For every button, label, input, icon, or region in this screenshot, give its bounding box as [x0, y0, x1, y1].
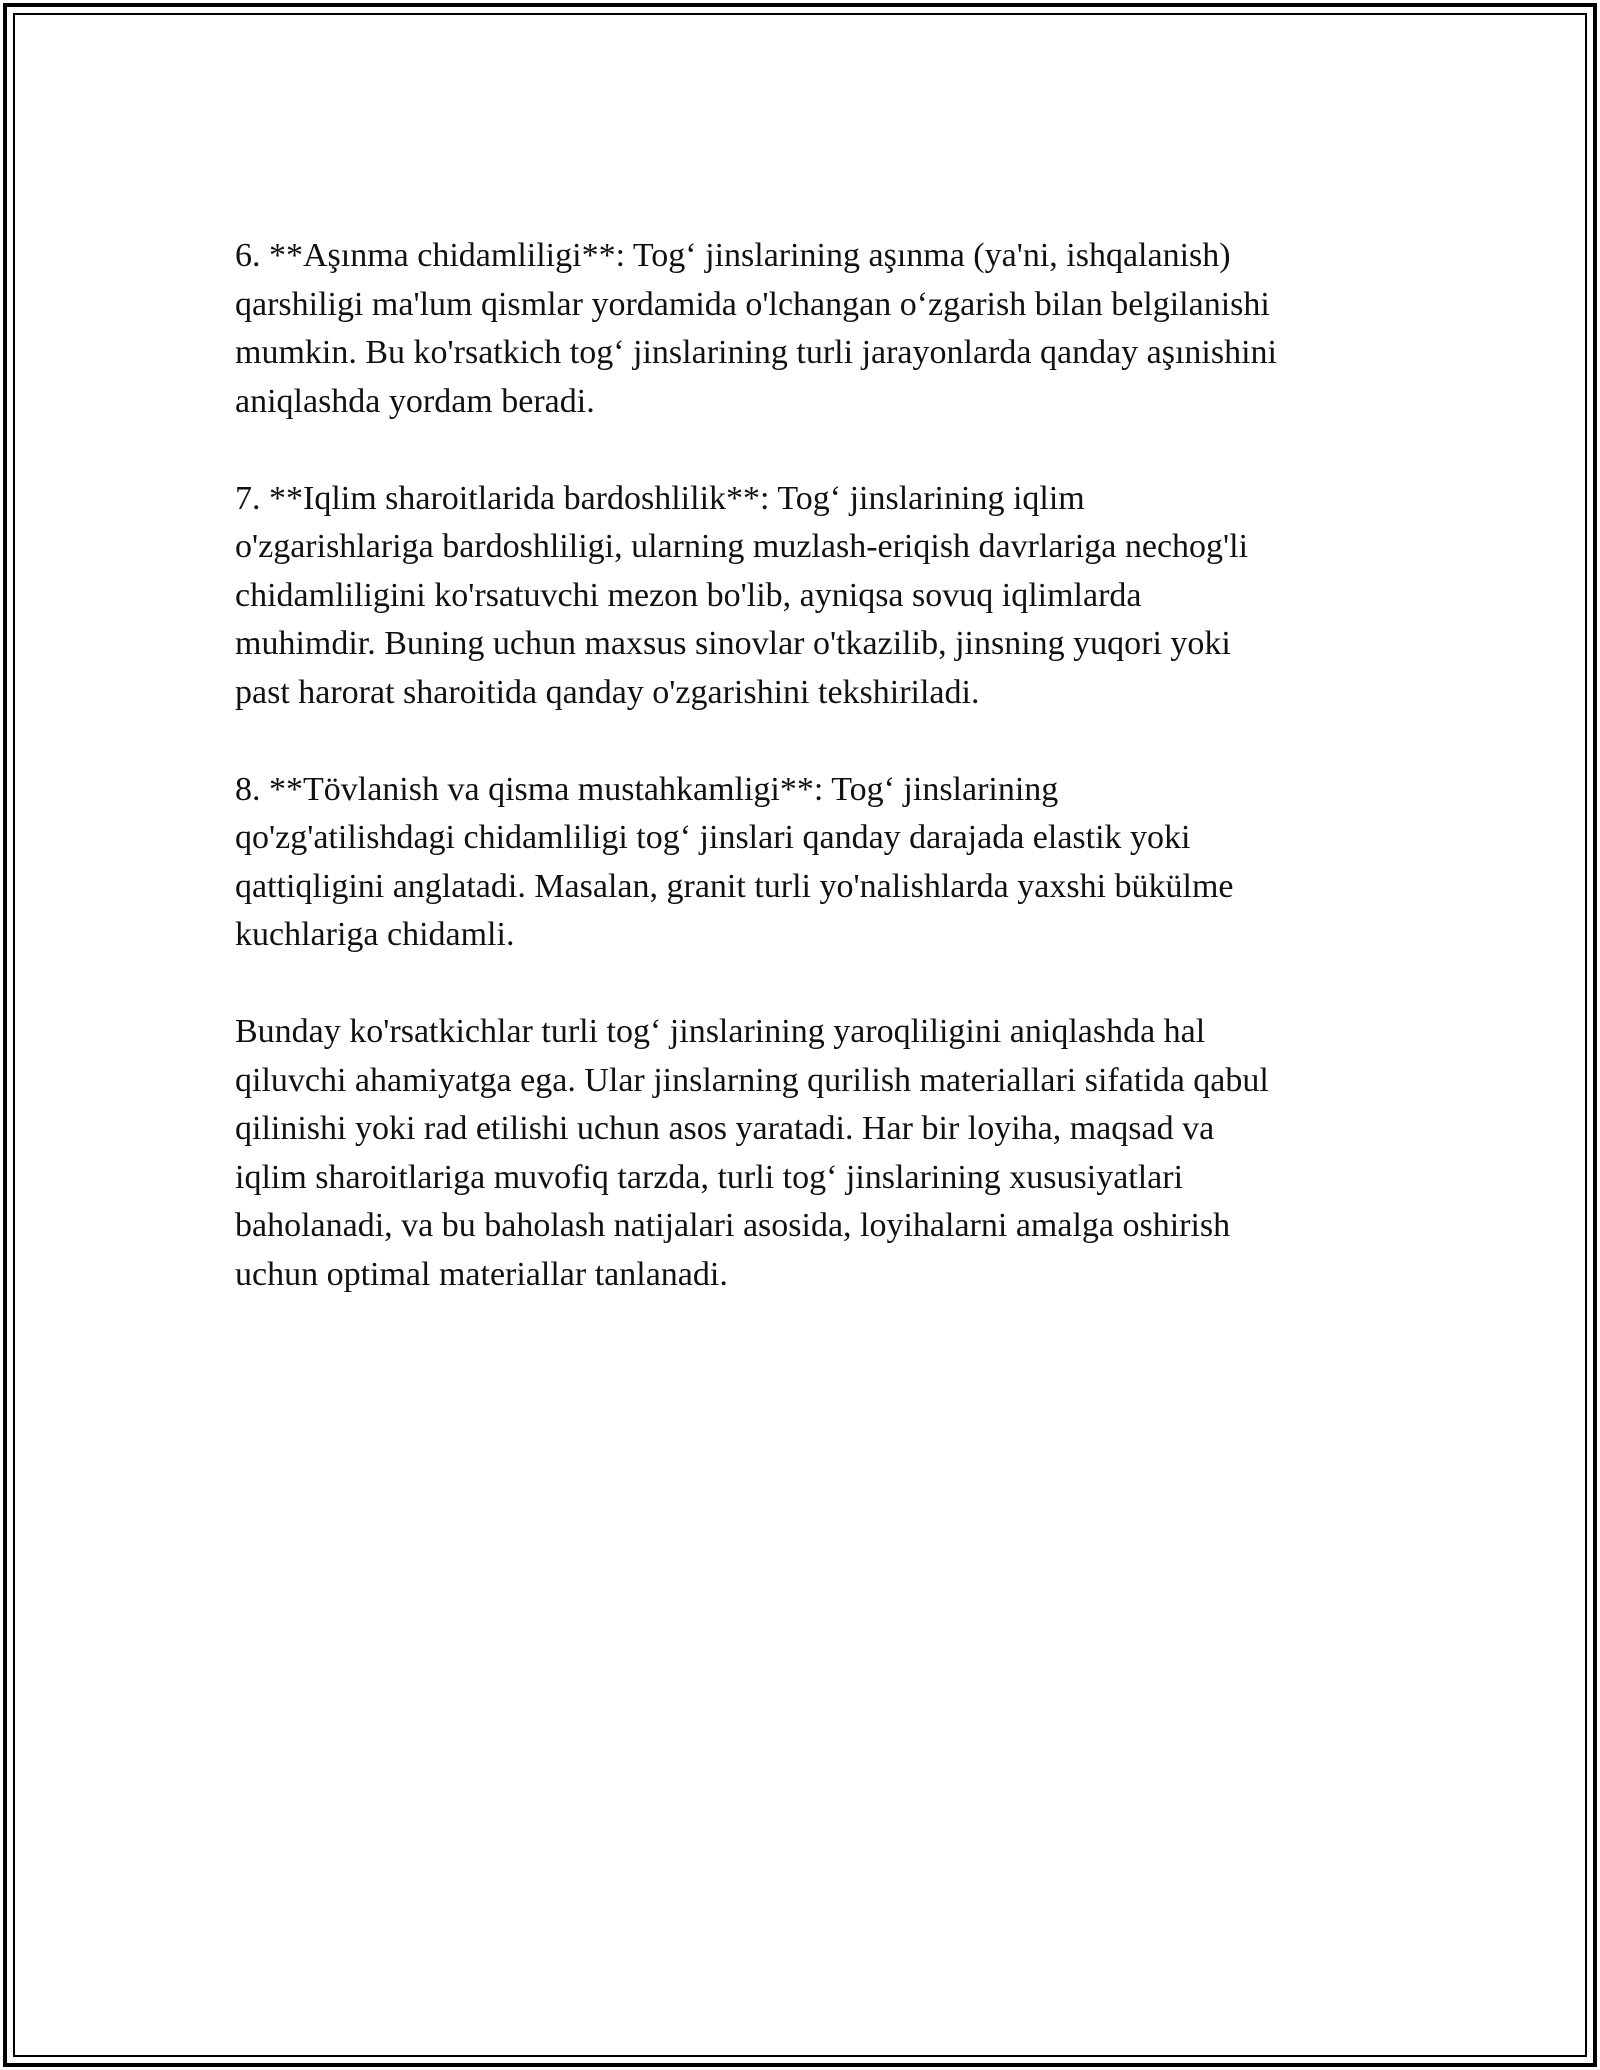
paragraph-conclusion — [235, 1008, 1375, 1299]
text-line: muhimdir. Buning uchun maxsus sinovlar o'tkazilib, jinsning yuqori yoki — [235, 625, 1231, 662]
text-line: iqlim sharoitlariga muvofiq tarzda, turli tog‘ jinslarining xususiyatlari — [235, 1158, 1184, 1196]
text-line: qo'zg'atilishdagi chidamliligi tog‘ jinslari qanday darajada elastik yoki — [235, 819, 1191, 856]
text-line: Bunday ko'rsatkichlar turli tog‘ jinslarining yaroqliligini aniqlashda hal — [235, 1013, 1206, 1050]
paragraph-climate-durability — [235, 475, 1375, 718]
text-line: uchun optimal materiallar tanlanadi. — [235, 1255, 728, 1293]
text-line: aniqlashda yordam beradi. — [235, 382, 595, 420]
paragraph-elasticity-strength — [235, 766, 1375, 960]
text-line: o'zgarishlariga bardoshliligi, ularning muzlash-eriqish davrlariga nechog'li — [235, 528, 1249, 565]
text-line: baholanadi, va bu baholash natijalari asosida, loyihalarni amalga oshirish — [235, 1207, 1231, 1244]
text-line: 7. **Iqlim sharoitlarida bardoshlilik**: Tog‘ jinslarining iqlim — [235, 479, 1085, 517]
text-line: qarshiligi ma'lum qismlar yordamida o'lchangan o‘zgarish bilan belgilanishi — [235, 285, 1270, 323]
text-line: qiluvchi ahamiyatga ega. Ular jinslarning qurilish materiallari sifatida qabul — [235, 1061, 1269, 1099]
text-line: kuchlariga chidamli. — [235, 916, 515, 953]
text-line: mumkin. Bu ko'rsatkich tog‘ jinslarining turli jarayonlarda qanday aşınishini — [235, 334, 1277, 371]
text-line: qilinishi yoki rad etilishi uchun asos yaratadi. Har bir loyiha, maqsad va — [235, 1110, 1215, 1147]
paragraph-abrasion-resistance — [235, 232, 1375, 426]
text-line: past harorat sharoitida qanday o'zgarishini tekshiriladi. — [235, 673, 980, 711]
text-line: chidamliligini ko'rsatuvchi mezon bo'lib, ayniqsa sovuq iqlimlarda — [235, 576, 1142, 614]
text-line: 6. **Aşınma chidamliligi**: Tog‘ jinslarining aşınma (ya'ni, ishqalanish) — [235, 237, 1231, 274]
document-body — [235, 232, 1375, 1348]
text-line: qattiqligini anglatadi. Masalan, granit turli yo'nalishlarda yaxshi bükülme — [235, 867, 1234, 905]
text-line: 8. **Tövlanish va qisma mustahkamligi**: Tog‘ jinslarining — [235, 770, 1059, 808]
